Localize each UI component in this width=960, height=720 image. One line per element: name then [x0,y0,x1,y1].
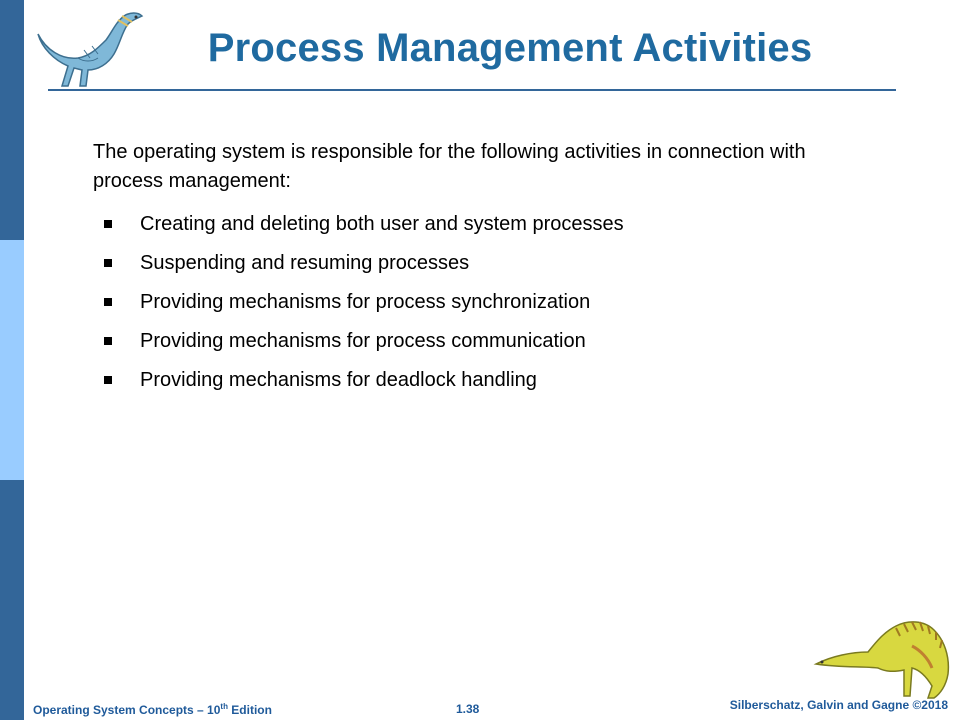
list-item-text: Providing mechanisms for process communication [140,330,586,352]
footer-page-number: 1.38 [456,702,480,716]
square-bullet-icon [104,376,112,384]
list-item-text: Providing mechanisms for deadlock handling [140,369,537,391]
square-bullet-icon [104,220,112,228]
intro-paragraph: The operating system is responsible for the following activities in connection with process management: [93,141,806,192]
slide-title: Process Management Activities [207,26,813,70]
sidebar-band-middle [0,240,24,480]
square-bullet-icon [104,298,112,306]
sidebar-band-bottom [0,480,24,720]
square-bullet-icon [104,337,112,345]
list-item-text: Creating and deleting both user and system processes [140,213,624,235]
list-item-text: Suspending and resuming processes [140,252,470,274]
footer-book-title: Operating System Concepts – 10th Edition [33,702,272,717]
dinosaur-corner-icon [812,606,958,702]
title-divider [48,89,896,91]
list-item-text: Providing mechanisms for process synchronization [140,291,591,313]
footer-copyright: Silberschatz, Galvin and Gagne ©2018 [729,698,948,712]
square-bullet-icon [104,259,112,267]
